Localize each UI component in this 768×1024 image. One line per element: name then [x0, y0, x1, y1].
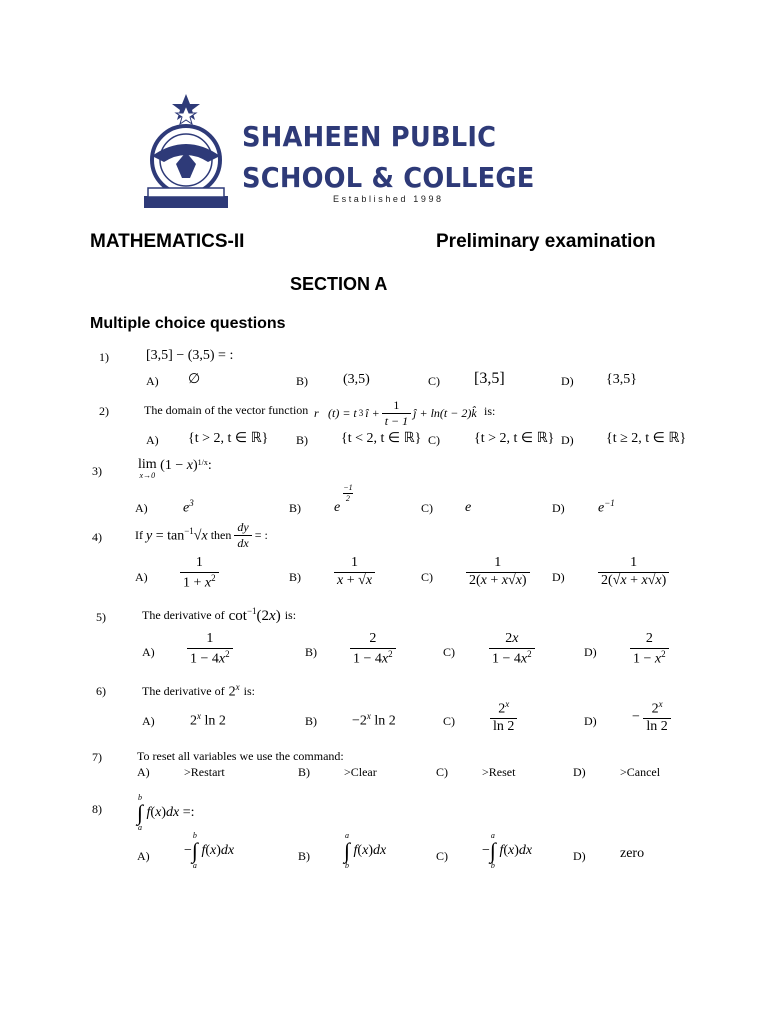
option-label: D)	[561, 433, 574, 447]
option-b[interactable]: $-2^x$ ln 2	[352, 711, 396, 729]
option-label: B)	[289, 501, 301, 515]
option-b[interactable]: >Clear	[344, 765, 377, 779]
option-b[interactable]: a ∫ b f(x)dx	[344, 831, 387, 870]
question-number: 7)	[92, 750, 102, 764]
option-label: B)	[298, 765, 310, 779]
option-label: C)	[436, 849, 448, 863]
option-label: D)	[573, 765, 586, 779]
option-label: C)	[421, 501, 433, 515]
option-label: D)	[584, 714, 597, 728]
option-a[interactable]: ∅	[188, 372, 201, 387]
option-label: B)	[296, 433, 308, 447]
school-name-line1: SHAHEEN PUBLIC	[242, 120, 497, 153]
option-label: C)	[421, 570, 433, 584]
option-label: B)	[305, 645, 317, 659]
question-number: 4)	[92, 530, 102, 544]
option-b[interactable]: (3,5)	[343, 372, 370, 387]
question-number: 2)	[99, 404, 109, 418]
option-d[interactable]: $\frac{1}{2(√x + x√x)}$	[598, 556, 669, 588]
option-b[interactable]: $\frac{1}{x + √x}$	[334, 556, 375, 588]
question-number: 5)	[96, 610, 106, 624]
option-c[interactable]: e	[465, 500, 472, 515]
option-b[interactable]: {t < 2, t ∈ ℝ}	[341, 431, 422, 446]
option-label: B)	[289, 570, 301, 584]
option-d[interactable]: − $\frac{2^x}{\ln 2}$	[632, 700, 671, 735]
option-d[interactable]: {t ≥ 2, t ∈ ℝ}	[606, 431, 687, 446]
question-number: 8)	[92, 802, 102, 816]
mcq-title: Multiple choice questions	[90, 315, 286, 332]
option-label: C)	[428, 433, 440, 447]
option-c[interactable]: {t > 2, t ∈ ℝ}	[474, 431, 555, 446]
question-number: 1)	[99, 350, 109, 364]
option-label: A)	[142, 645, 155, 659]
integral-expression: b ∫ a f(x)dx = :	[137, 793, 195, 832]
option-c[interactable]: >Reset	[482, 765, 516, 779]
option-c[interactable]: $\frac{1}{2(x + x√x)}$	[466, 556, 530, 588]
option-label: C)	[443, 714, 455, 728]
option-label: B)	[296, 374, 308, 388]
question-number: 3)	[92, 464, 102, 478]
option-label: C)	[443, 645, 455, 659]
option-d[interactable]: $\frac{2}{1 - x^2}$	[630, 632, 669, 667]
option-label: D)	[584, 645, 597, 659]
option-label: B)	[298, 849, 310, 863]
question-number: 6)	[96, 684, 106, 698]
question-tail: is:	[484, 404, 496, 418]
question-text: The domain of the vector function	[144, 403, 309, 417]
option-label: D)	[552, 570, 565, 584]
option-d[interactable]: zero	[620, 846, 645, 861]
option-label: A)	[137, 849, 150, 863]
vector-function-formula: r⃗(t) = t 3 î + $\frac{1}{t - 1}$ ĵ + ln(t − 2)k̂	[314, 398, 477, 428]
option-b[interactable]: $\frac{2}{1 - 4x^2}$	[350, 632, 396, 667]
option-d[interactable]: {3,5}	[606, 372, 637, 387]
option-label: A)	[146, 374, 159, 388]
option-label: A)	[142, 714, 155, 728]
established-text: Established 1998	[333, 194, 444, 204]
option-label: A)	[146, 433, 159, 447]
section-title: SECTION A	[290, 274, 388, 294]
option-label: C)	[436, 765, 448, 779]
option-label: A)	[135, 501, 148, 515]
option-c[interactable]: − a ∫ b f(x)dx	[482, 831, 533, 870]
option-b[interactable]: e $\frac{-1}{2}$	[334, 483, 353, 515]
option-a[interactable]: 2$^x$ ln 2	[190, 711, 226, 729]
option-a[interactable]: $e^3$	[183, 498, 194, 516]
question-text: To reset all variables we use the command:	[137, 749, 344, 763]
option-label: C)	[428, 374, 440, 388]
option-label: D)	[561, 374, 574, 388]
school-crest-logo	[138, 92, 234, 214]
question-text: The derivative of 2$^x$ is:	[142, 682, 255, 700]
option-d[interactable]: >Cancel	[620, 765, 661, 779]
exam-title: Preliminary examination	[436, 231, 656, 252]
option-a[interactable]: $\frac{1}{1 + x^2}$	[180, 556, 219, 591]
option-label: D)	[552, 501, 565, 515]
subject-title: MATHEMATICS-II	[90, 231, 245, 252]
question-text: If $y = \tan^{-1}√x$ then $\frac{dy}{dx}$ = :	[135, 520, 268, 550]
option-a[interactable]: {t > 2, t ∈ ℝ}	[188, 431, 269, 446]
option-a[interactable]: − b ∫ a f(x)dx	[184, 831, 235, 870]
option-label: A)	[137, 765, 150, 779]
limit-expression: lim x→0 (1 − x) $^{1/x}$ :	[138, 457, 212, 480]
option-c[interactable]: [3,5]	[474, 370, 505, 387]
option-c[interactable]: $\frac{2x}{1 - 4x^2}$	[489, 632, 535, 667]
question-text: [3,5] − (3,5) = :	[146, 348, 234, 363]
option-label: A)	[135, 570, 148, 584]
option-a[interactable]: >Restart	[184, 765, 225, 779]
option-label: B)	[305, 714, 317, 728]
option-c[interactable]: $\frac{2^x}{\ln 2}$	[490, 700, 517, 735]
option-a[interactable]: $\frac{1}{1 - 4x^2}$	[187, 632, 233, 667]
question-text: The derivative of $\cot^{-1}(2x)$ is:	[142, 606, 297, 624]
option-d[interactable]: $e^{-1}$	[598, 498, 615, 516]
option-label: D)	[573, 849, 586, 863]
school-name-line2: SCHOOL & COLLEGE	[242, 161, 535, 194]
